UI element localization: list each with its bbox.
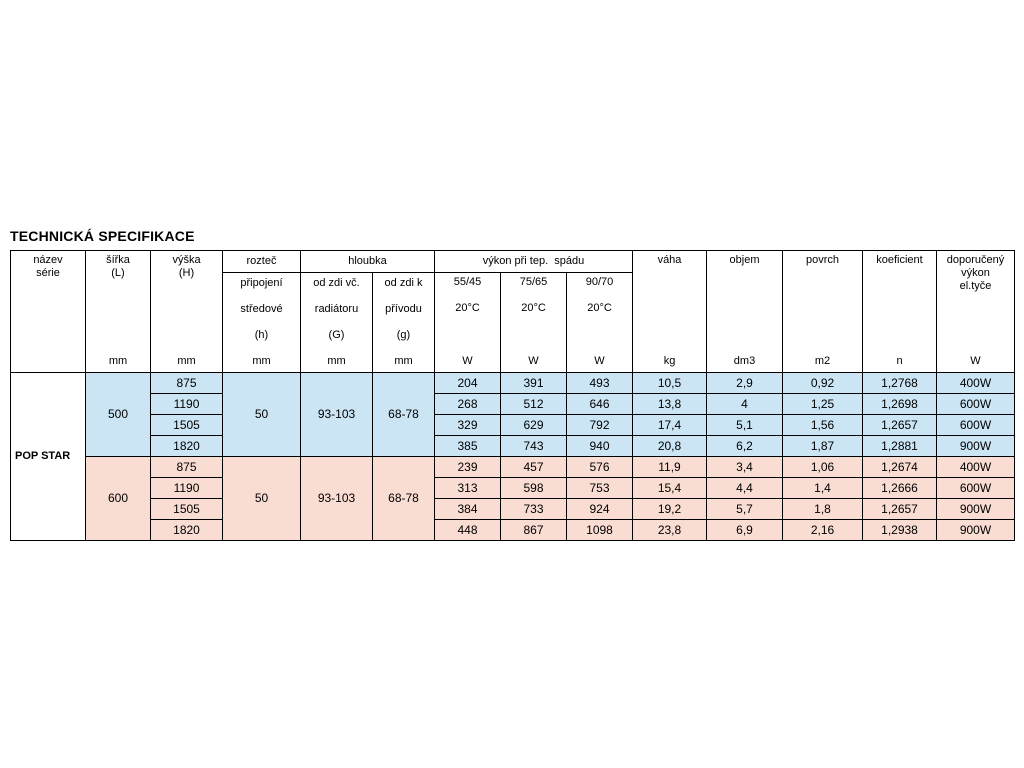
cell-doporuceny: 900W xyxy=(937,436,1015,457)
header-hloubka-gg-line1: od zdi k xyxy=(384,277,423,289)
cell-vyska: 875 xyxy=(151,457,223,478)
cell-vyska: 1505 xyxy=(151,415,223,436)
header-hloubka-g-line3: (G) xyxy=(328,328,345,341)
cell-vykon-5545: 384 xyxy=(435,499,501,520)
cell-doporuceny: 600W xyxy=(937,478,1015,499)
cell-vykon-7565: 867 xyxy=(501,520,567,541)
cell-vaha: 23,8 xyxy=(633,520,707,541)
header-hloubka-gg-unit: mm xyxy=(394,354,413,367)
cell-vykon-9070: 940 xyxy=(567,436,633,457)
cell-koeficient: 1,2698 xyxy=(863,394,937,415)
header-vykon-5545-line1: 55/45 xyxy=(453,276,482,288)
cell-vykon-9070: 576 xyxy=(567,457,633,478)
header-hloubka-gg xyxy=(373,273,435,373)
cell-vykon-7565: 457 xyxy=(501,457,567,478)
header-vykon-5545-label xyxy=(454,276,482,315)
header-koeficient-label: koeficient xyxy=(876,254,923,266)
header-nazev-serie xyxy=(11,251,86,373)
header-vykon-7565-label xyxy=(520,276,548,315)
header-roztec-top: rozteč xyxy=(223,251,301,273)
cell-vyska: 1190 xyxy=(151,478,223,499)
header-povrch-unit: m2 xyxy=(814,354,831,367)
cell-vykon-7565: 743 xyxy=(501,436,567,457)
cell-vaha: 19,2 xyxy=(633,499,707,520)
header-vykon-9070-label xyxy=(586,276,614,315)
cell-objem: 2,9 xyxy=(707,373,783,394)
cell-vykon-9070: 493 xyxy=(567,373,633,394)
header-roztec-body xyxy=(223,273,301,373)
cell-doporuceny: 600W xyxy=(937,394,1015,415)
cell-vaha: 10,5 xyxy=(633,373,707,394)
header-roztec-unit: mm xyxy=(252,354,271,367)
header-povrch-label: povrch xyxy=(805,254,840,266)
header-koeficient-unit: n xyxy=(896,354,903,367)
cell-vaha: 11,9 xyxy=(633,457,707,478)
header-hloubka-gg-line3: (g) xyxy=(396,328,411,341)
header-sirka-label xyxy=(106,254,130,280)
header-objem xyxy=(707,251,783,373)
header-povrch xyxy=(783,251,863,373)
cell-koeficient: 1,2674 xyxy=(863,457,937,478)
cell-vaha: 17,4 xyxy=(633,415,707,436)
header-hloubka-g-unit: mm xyxy=(327,354,346,367)
cell-hloubka-gg: 68-78 xyxy=(373,457,435,541)
header-doporuceny-line1: doporučený xyxy=(946,254,1005,266)
header-doporuceny-unit: W xyxy=(970,354,981,367)
header-vykon-5545-line2: 20°C xyxy=(455,302,480,315)
cell-koeficient: 1,2666 xyxy=(863,478,937,499)
cell-povrch: 2,16 xyxy=(783,520,863,541)
cell-objem: 6,2 xyxy=(707,436,783,457)
header-hloubka-g xyxy=(301,273,373,373)
header-vaha-label: váha xyxy=(657,254,682,266)
cell-koeficient: 1,2938 xyxy=(863,520,937,541)
header-sirka-line1: šířka xyxy=(106,254,130,266)
header-vykon-5545 xyxy=(435,273,501,373)
header-vykon-9070-line1: 90/70 xyxy=(585,276,614,288)
header-vykon-7565 xyxy=(501,273,567,373)
header-objem-label: objem xyxy=(729,254,760,266)
cell-vaha: 13,8 xyxy=(633,394,707,415)
cell-vyska: 875 xyxy=(151,373,223,394)
spec-table xyxy=(10,250,1015,541)
cell-doporuceny: 600W xyxy=(937,415,1015,436)
cell-vykon-5545: 329 xyxy=(435,415,501,436)
header-vaha xyxy=(633,251,707,373)
cell-koeficient: 1,2768 xyxy=(863,373,937,394)
header-vykon-9070-line2: 20°C xyxy=(587,302,612,315)
cell-vykon-7565: 598 xyxy=(501,478,567,499)
header-objem-unit: dm3 xyxy=(733,354,756,367)
cell-vykon-9070: 646 xyxy=(567,394,633,415)
header-vykon-9070 xyxy=(567,273,633,373)
header-doporuceny-line2: výkon xyxy=(961,267,990,280)
header-vykon-9070-unit: W xyxy=(594,354,605,367)
cell-vykon-9070: 753 xyxy=(567,478,633,499)
cell-objem: 4 xyxy=(707,394,783,415)
cell-vyska: 1820 xyxy=(151,436,223,457)
cell-vykon-9070: 924 xyxy=(567,499,633,520)
header-hloubka-top: hloubka xyxy=(301,251,435,273)
header-vykon-7565-unit: W xyxy=(528,354,539,367)
cell-povrch: 1,87 xyxy=(783,436,863,457)
cell-hloubka-gg: 68-78 xyxy=(373,373,435,457)
header-sirka xyxy=(86,251,151,373)
cell-vyska: 1190 xyxy=(151,394,223,415)
header-nazev-line1: název xyxy=(33,254,63,266)
cell-objem: 4,4 xyxy=(707,478,783,499)
cell-roztec: 50 xyxy=(223,373,301,457)
cell-vaha: 15,4 xyxy=(633,478,707,499)
header-nazev-line2: série xyxy=(36,267,60,280)
series-name-cell: POP STAR xyxy=(11,373,86,541)
header-vykon-5545-unit: W xyxy=(462,354,473,367)
header-sirka-unit: mm xyxy=(108,354,128,367)
cell-vyska: 1505 xyxy=(151,499,223,520)
header-vyska-unit: mm xyxy=(177,354,196,367)
cell-doporuceny: 400W xyxy=(937,457,1015,478)
header-vaha-unit: kg xyxy=(663,354,676,367)
cell-vykon-5545: 313 xyxy=(435,478,501,499)
header-vyska xyxy=(151,251,223,373)
header-doporuceny-label xyxy=(947,254,1005,294)
cell-povrch: 1,8 xyxy=(783,499,863,520)
header-vyska-label xyxy=(172,254,200,280)
cell-hloubka-g: 93-103 xyxy=(301,457,373,541)
header-vykon-7565-line1: 75/65 xyxy=(519,276,548,288)
cell-vykon-9070: 792 xyxy=(567,415,633,436)
cell-hloubka-g: 93-103 xyxy=(301,373,373,457)
cell-vykon-5545: 448 xyxy=(435,520,501,541)
cell-objem: 5,7 xyxy=(707,499,783,520)
header-koeficient xyxy=(863,251,937,373)
header-hloubka-g-line1: od zdi vč. xyxy=(313,277,360,289)
cell-povrch: 1,4 xyxy=(783,478,863,499)
cell-vykon-5545: 239 xyxy=(435,457,501,478)
cell-objem: 6,9 xyxy=(707,520,783,541)
cell-vykon-5545: 204 xyxy=(435,373,501,394)
cell-povrch: 1,56 xyxy=(783,415,863,436)
header-vyska-line1: výška xyxy=(172,254,201,266)
cell-povrch: 1,25 xyxy=(783,394,863,415)
header-sirka-line2: (L) xyxy=(111,267,125,280)
cell-vykon-7565: 512 xyxy=(501,394,567,415)
cell-koeficient: 1,2657 xyxy=(863,415,937,436)
header-hloubka-g-line2: radiátoru xyxy=(314,302,359,315)
cell-koeficient: 1,2657 xyxy=(863,499,937,520)
cell-doporuceny: 900W xyxy=(937,499,1015,520)
cell-roztec: 50 xyxy=(223,457,301,541)
header-roztec-line1: připojení xyxy=(240,277,283,289)
header-vyska-line2: (H) xyxy=(178,267,195,280)
cell-vyska: 1820 xyxy=(151,520,223,541)
page-title: TECHNICKÁ SPECIFIKACE xyxy=(10,228,195,244)
header-roztec-line2: středové xyxy=(240,302,283,315)
cell-doporuceny: 900W xyxy=(937,520,1015,541)
cell-vykon-7565: 733 xyxy=(501,499,567,520)
cell-vykon-7565: 629 xyxy=(501,415,567,436)
cell-vaha: 20,8 xyxy=(633,436,707,457)
header-roztec-line3: (h) xyxy=(254,328,269,341)
cell-doporuceny: 400W xyxy=(937,373,1015,394)
cell-povrch: 0,92 xyxy=(783,373,863,394)
header-vykon-top: výkon při tep. spádu xyxy=(435,251,633,273)
cell-vykon-5545: 268 xyxy=(435,394,501,415)
cell-vykon-5545: 385 xyxy=(435,436,501,457)
cell-sirka: 600 xyxy=(86,457,151,541)
header-vykon-7565-line2: 20°C xyxy=(521,302,546,315)
header-hloubka-gg-line2: přívodu xyxy=(385,302,422,315)
cell-objem: 3,4 xyxy=(707,457,783,478)
header-doporuceny-line3: el.tyče xyxy=(959,280,992,293)
cell-koeficient: 1,2881 xyxy=(863,436,937,457)
cell-povrch: 1,06 xyxy=(783,457,863,478)
cell-sirka: 500 xyxy=(86,373,151,457)
header-doporuceny xyxy=(937,251,1015,373)
cell-vykon-7565: 391 xyxy=(501,373,567,394)
cell-objem: 5,1 xyxy=(707,415,783,436)
cell-vykon-9070: 1098 xyxy=(567,520,633,541)
